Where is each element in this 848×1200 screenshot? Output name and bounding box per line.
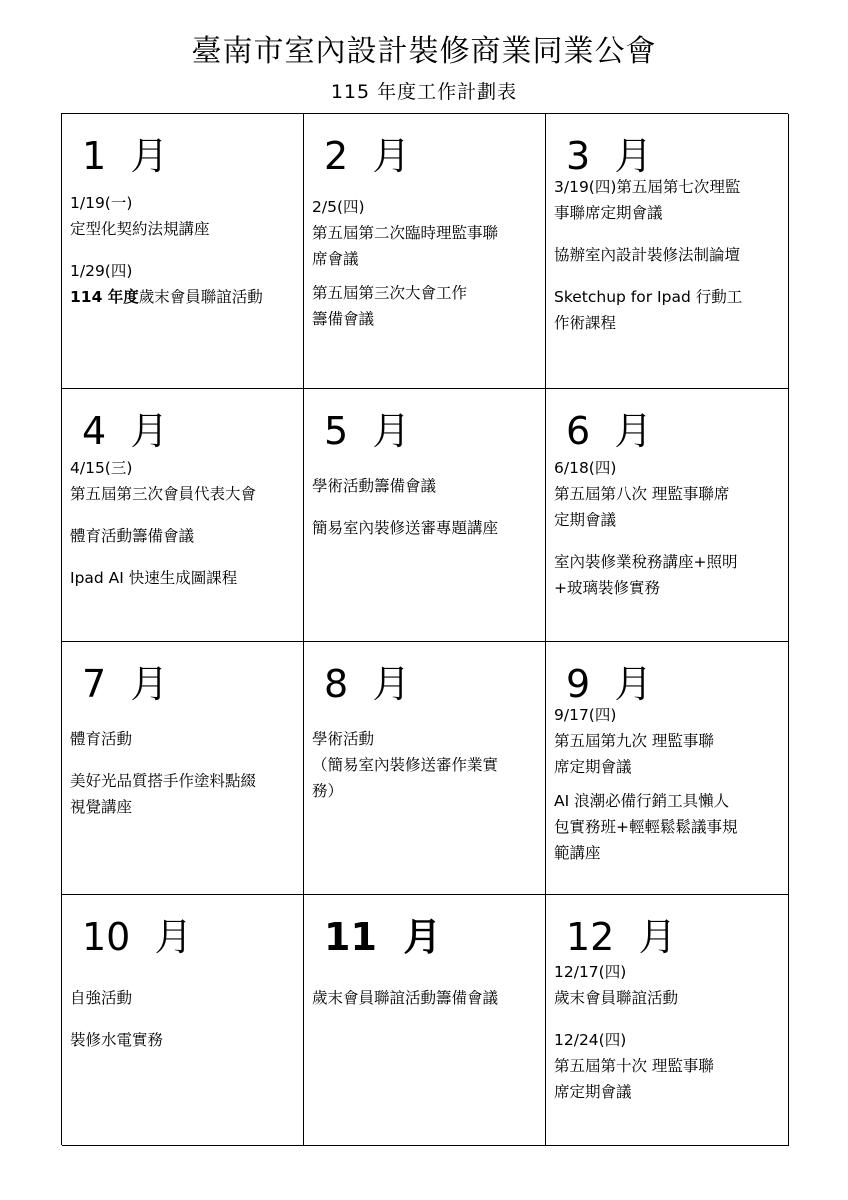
spacer xyxy=(554,780,780,788)
schedule-entry: 簡易室內裝修送審專題講座 xyxy=(312,519,499,537)
spacer xyxy=(70,549,295,565)
schedule-entry: 1/29(四) xyxy=(70,262,133,280)
schedule-entry: 歲末會員聯誼活動籌備會議 xyxy=(312,989,499,1007)
schedule-entry: 室內裝修業稅務講座+照明 xyxy=(554,553,738,571)
schedule-entry: 第五屆第二次臨時理監事聯 xyxy=(312,224,499,242)
month-label: 9 月 xyxy=(566,662,653,706)
schedule-entry: 席定期會議 xyxy=(554,1083,632,1101)
schedule-entry: 裝修水電實務 xyxy=(70,1031,164,1049)
schedule-entry: 席會議 xyxy=(312,250,359,268)
schedule-entry: （簡易室內裝修送審作業實 xyxy=(312,756,499,774)
spacer xyxy=(70,965,295,985)
entry-text: 歲末會員聯誼活動 xyxy=(138,288,263,306)
spacer xyxy=(554,533,780,549)
spacer xyxy=(70,507,295,523)
schedule-entry: Ipad AI 快速生成圖課程 xyxy=(70,569,238,587)
schedule-entry: 體育活動 xyxy=(70,730,133,748)
schedule-entry: Sketchup for Ipad 行動工 xyxy=(554,288,743,306)
month-label: 7 月 xyxy=(82,662,169,706)
schedule-entry: 籌備會議 xyxy=(312,310,375,328)
spacer xyxy=(312,272,537,280)
month-cell xyxy=(62,895,304,1146)
schedule-entry: 協辦室內設計裝修法制論壇 xyxy=(554,246,741,264)
schedule-entry: 12/17(四) xyxy=(554,963,627,981)
schedule-entry: 學術活動籌備會議 xyxy=(312,477,437,495)
schedule-entry: 4/15(三) xyxy=(70,459,133,477)
month-label: 3 月 xyxy=(566,134,653,178)
month-label: 12 月 xyxy=(566,915,677,959)
schedule-entry: 務） xyxy=(312,782,344,800)
schedule-entry: 第五屆第九次 理監事聯 xyxy=(554,732,714,750)
schedule-entry: 美好光品質搭手作塗料點綴 xyxy=(70,772,257,790)
month-label: 2 月 xyxy=(324,134,411,178)
spacer xyxy=(312,459,537,473)
spacer xyxy=(554,226,780,242)
schedule-entry: 作術課程 xyxy=(554,314,617,332)
document-subtitle: 115 年度工作計劃表 xyxy=(330,81,518,103)
schedule-entry: AI 浪潮必備行銷工具懶人 xyxy=(554,792,730,810)
work-plan-table xyxy=(61,113,788,1145)
schedule-entry: 歲末會員聯誼活動 xyxy=(554,989,679,1007)
spacer xyxy=(312,184,537,194)
spacer xyxy=(70,1011,295,1027)
schedule-entry: 包實務班+輕輕鬆鬆議事規 xyxy=(554,818,738,836)
schedule-entry: 12/24(四) xyxy=(554,1031,627,1049)
schedule-entry: 定期會議 xyxy=(554,511,617,529)
month-label: 8 月 xyxy=(324,662,411,706)
spacer xyxy=(312,499,537,515)
schedule-entry: 第五屆第十次 理監事聯 xyxy=(554,1057,714,1075)
schedule-entry: 體育活動籌備會議 xyxy=(70,527,195,545)
schedule-entry: 席定期會議 xyxy=(554,758,632,776)
month-cell xyxy=(546,642,789,895)
schedule-entry: 事聯席定期會議 xyxy=(554,204,663,222)
month-cell xyxy=(304,895,546,1146)
schedule-entry: 第五屆第八次 理監事聯席 xyxy=(554,485,730,503)
schedule-entry: 第五屆第三次會員代表大會 xyxy=(70,485,257,503)
document-title: 臺南市室內設計裝修商業同業公會 xyxy=(191,34,657,69)
spacer xyxy=(70,242,295,258)
month-label: 6 月 xyxy=(566,409,653,453)
spacer xyxy=(70,712,295,726)
schedule-entry: 範講座 xyxy=(554,844,601,862)
month-label: 1 月 xyxy=(82,134,169,178)
month-cell xyxy=(546,389,789,642)
schedule-entry xyxy=(70,284,295,310)
schedule-entry: 第五屆第三次大會工作 xyxy=(312,284,468,302)
month-cell xyxy=(62,114,304,389)
month-label: 5 月 xyxy=(324,409,411,453)
spacer xyxy=(554,268,780,284)
month-cell xyxy=(304,642,546,895)
schedule-entry: 自強活動 xyxy=(70,989,133,1007)
spacer xyxy=(70,752,295,768)
schedule-entry: +玻璃裝修實務 xyxy=(554,579,660,597)
schedule-entry: 視覺講座 xyxy=(70,798,133,816)
spacer xyxy=(312,712,537,726)
spacer xyxy=(312,965,537,985)
month-cell xyxy=(546,895,789,1146)
schedule-entry: 6/18(四) xyxy=(554,459,617,477)
schedule-entry: 定型化契約法規講座 xyxy=(70,220,210,238)
schedule-entry: 2/5(四) xyxy=(312,198,365,216)
month-label: 10 月 xyxy=(82,915,193,959)
month-label: 11 月 xyxy=(324,915,442,959)
month-cell xyxy=(62,642,304,895)
month-label: 4 月 xyxy=(82,409,169,453)
month-cell xyxy=(304,114,546,389)
month-cell xyxy=(546,114,789,389)
entry-highlight: 114 年度 xyxy=(70,288,139,306)
schedule-entry: 3/19(四)第五屆第七次理監 xyxy=(554,178,741,196)
schedule-entry: 學術活動 xyxy=(312,730,375,748)
schedule-entry: 9/17(四) xyxy=(554,706,617,724)
spacer xyxy=(554,1011,780,1027)
schedule-entry: 1/19(一) xyxy=(70,194,133,212)
month-cell xyxy=(62,389,304,642)
month-cell xyxy=(304,389,546,642)
